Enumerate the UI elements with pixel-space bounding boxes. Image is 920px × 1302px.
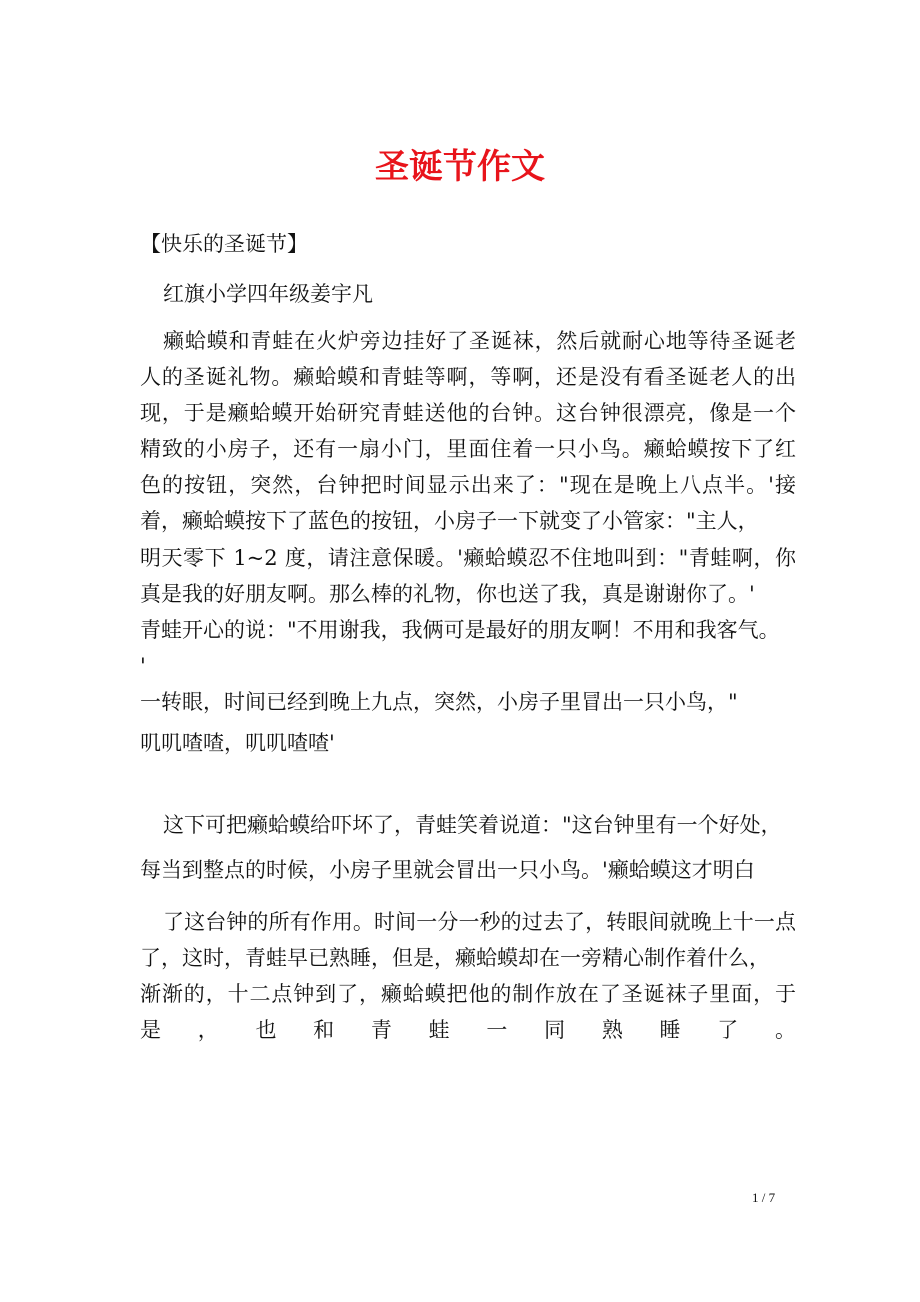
text-line: 叽叽喳喳，叽叽喳喳' <box>140 731 335 755</box>
text-line: 明天零下 1~2 度，请注意保暖。'癞蛤蟆忍不住地叫到："青蛙啊，你 <box>140 546 796 570</box>
text-line: 了这台钟的所有作用。时间一分一秒的过去了，转眼间就晚上十一点 <box>163 910 796 934</box>
author-line: 红旗小学四年级姜宇凡 <box>163 282 373 306</box>
text-line: 青蛙开心的说："不用谢我，我俩可是最好的朋友啊！不用和我客气。 <box>140 618 780 642</box>
text-line: 一转眼，时间已经到晚上九点，突然，小房子里冒出一只小鸟，" <box>140 690 738 714</box>
text-line: 渐渐的，十二点钟到了，癞蛤蟆把他的制作放在了圣诞袜子里面，于 <box>140 982 796 1006</box>
text-line: 真是我的好朋友啊。那么棒的礼物，你也送了我，真是谢谢你了。' <box>140 582 755 606</box>
text-line: 癞蛤蟆和青蛙在火炉旁边挂好了圣诞袜，然后就耐心地等待圣诞老 <box>163 329 796 353</box>
text-line: 现，于是癞蛤蟆开始研究青蛙送他的台钟。这台钟很漂亮，像是一个 <box>140 401 796 425</box>
text-line: 了，这时，青蛙早已熟睡，但是，癞蛤蟆却在一旁精心制作着什么， <box>140 946 770 970</box>
document-title: 圣诞节作文 <box>375 147 545 187</box>
text-line: 精致的小房子，还有一扇小门，里面住着一只小鸟。癞蛤蟆按下了红 <box>140 437 796 461</box>
text-line: 色的按钮，突然，台钟把时间显示出来了："现在是晚上八点半。'接 <box>140 473 796 497</box>
text-line: 是，也和青蛙一同熟睡了。 <box>140 1018 796 1042</box>
section-heading: 【快乐的圣诞节】 <box>140 232 308 256</box>
text-line: 这下可把癞蛤蟆给吓坏了，青蛙笑着说道："这台钟里有一个好处， <box>163 813 782 837</box>
text-line: ' <box>140 654 146 678</box>
text-line: 人的圣诞礼物。癞蛤蟆和青蛙等啊，等啊，还是没有看圣诞老人的出 <box>140 365 796 389</box>
text-line: 每当到整点的时候，小房子里就会冒出一只小鸟。'癞蛤蟆这才明白 <box>140 858 755 882</box>
text-line: 着，癞蛤蟆按下了蓝色的按钮，小房子一下就变了小管家："主人， <box>140 509 759 533</box>
page-number: 1 / 7 <box>752 1190 776 1205</box>
